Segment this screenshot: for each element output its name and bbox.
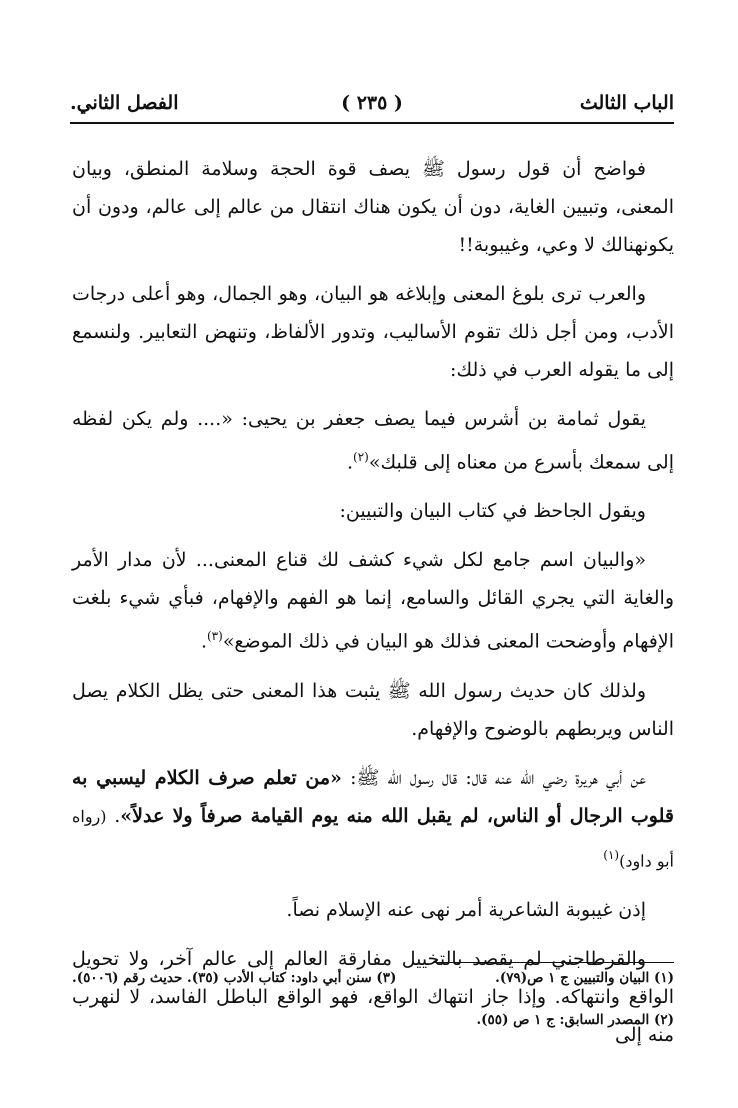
paragraph-5: «والبيان اسم جامع لكل شيء كشف لك قناع المعنى... لأن مدار الأمر والغاية التي يجري القائل والسامع، إنما هو الفهم والإفهام، فبأي شيء بلغت الإفهام وأوضحت المعنى فذلك هو البيان في ذلك الموضع»$^{(٣)}$. [72,549,674,653]
paragraph-3: يقول ثمامة بن أشرس فيما يصف جعفر بن يحيى: «.... ولم يكن لفظه إلى سمعك بأسرع من معناه إلى قلبك»$^{(٢)}$. [72,408,674,474]
footnote-marker: (١) [603,847,620,862]
footnote-3: (٣) سنن أبي داود: كتاب الأدب (٣٥). حديث رقم (٥٠٠٦). [72,970,397,986]
paragraph-6: ولذلك كان حديث رسول الله ﷺ يثبت هذا المعنى حتى يظل الكلام يصل الناس ويربطهم بالوضوح والإفهام. [72,679,674,740]
footnotes [72,966,674,1032]
paragraph-8: إذن غيبوبة الشاعرية أمر نهى عنه الإسلام نصاً. [286,898,646,921]
paragraph-9: والقرطاجني لم يقصد بالتخييل مفارقة العالم إلى عالم آخر، ولا تحويل الواقع وانتهاكه. وإذا جاز انتهاك الواقع، فهو الواقع الباطل الفاسد، لا لنهرب منه إلى [72,947,674,1046]
hadith-quote: «من تعلم صرف الكلام ليسبي به قلوب الرجال أو الناس، لم يقبل الله منه يوم القيامة صرفاً ولا عدلاً» [72,766,674,827]
paragraph-2: والعرب ترى بلوغ المعنى وإبلاغه هو البيان، وهو الجمال، وهو أعلى درجات الأدب، ومن أجل ذلك تقوم الأساليب، وتدور الألفاظ، وتنهض التعابير. ولنسمع إلى ما يقوله العرب في ذلك: [72,283,674,381]
paragraph-7-hadith: عن أبي هريرة رضي الله عنه قال: قال رسول الله ﷺ: «من تعلم صرف الكلام ليسبي به قلوب الرجال أو الناس، لم يقبل الله منه يوم القيامة صرفاً ولا عدلاً». (رواه أبو داود)$^{(١)}$ [72,766,674,870]
page-header [70,88,674,122]
footnote-row [72,966,674,990]
page-number: ( ٢٣٥ ) [341,92,403,114]
header-divider [70,122,674,124]
footnote-row [72,1008,674,1032]
footnote-1: (١) البيان والتبيين ج ١ ص(٧٩). [495,970,674,986]
hadith-reference: (رواه أبو داود) [72,806,674,870]
section-title: الفصل الثاني. [70,92,179,114]
paragraph-4: ويقول الجاحظ في كتاب البيان والتبيين: [339,500,646,523]
chapter-title: الباب الثالث [579,92,674,114]
footnote-2: (٢) المصدر السابق: ج ١ ص (٥٥). [476,1012,674,1028]
main-text [72,150,674,1065]
footnote-divider [434,962,674,963]
footnote-marker: (٢) [353,450,369,464]
paragraph-1: فواضح أن قول رسول ﷺ يصف قوة الحجة وسلامة المنطق، وبيان المعنى، وتبيين الغاية، دون أن يكون هناك انتقال من عالم إلى عالم، ودون أن يكونهنالك لا وعي، وغيبوبة!! [72,158,674,256]
footnote-marker: (٣) [206,629,223,644]
